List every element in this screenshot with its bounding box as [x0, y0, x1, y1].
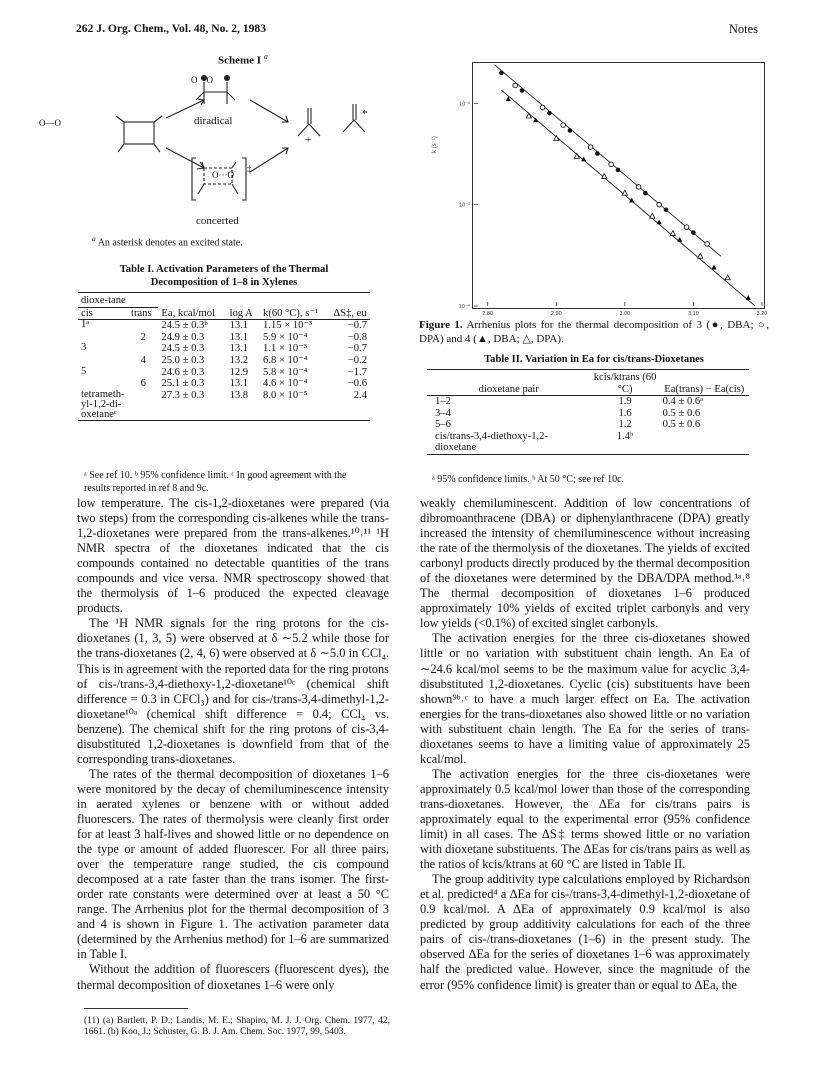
table1-cell-ea: 25.0 ± 0.3	[161, 354, 205, 366]
table1-title	[78, 264, 370, 289]
x-tick-label: 2.90	[550, 311, 562, 317]
left-column-text	[77, 496, 389, 993]
table1-cell-loga: 13.1	[229, 378, 249, 390]
scheme-footnote-mark: a	[92, 234, 96, 243]
table1-row	[78, 332, 370, 344]
table2-cell-pair: cis/trans-3,4-diethoxy-1,2-dioxetane	[435, 430, 548, 454]
table1-cell-k: 8.0 × 10⁻⁵	[263, 389, 308, 401]
table1-head-row1	[78, 293, 370, 308]
table1-cell-trans	[128, 367, 158, 379]
table2-cell-ratio: 1.4ᵇ	[616, 430, 634, 442]
data-point-3-dpa	[588, 145, 593, 150]
table1-head-cis: cis	[78, 307, 128, 320]
reference-11: (11) (a) Bartlett, P. D.; Landis, M. E.; Shapiro, M. J. J. Org. Chem. 1977, 42, 1661. (b) Koo, J.; Schuster, G. B. J. Am. Chem. Soc. 1977, 99, 5403.	[84, 1016, 390, 1038]
table2-cell-pair: 5–6	[435, 419, 451, 431]
left-paragraph-4: Without the addition of fluorescers (fluorescent dyes), the thermal decomposition of dioxetanes 1–6 were only	[77, 962, 389, 992]
table1-head-trans: trans	[128, 307, 158, 320]
scheme-footnote	[92, 234, 243, 248]
table2-cell-diff: 0.5 ± 0.6	[662, 419, 701, 431]
table1-row	[78, 320, 370, 332]
table1-cell-k: 6.8 × 10⁻⁴	[263, 354, 308, 366]
data-point-3-dba	[499, 71, 504, 76]
data-point-4-dba	[711, 265, 716, 270]
running-header: 262 J. Org. Chem., Vol. 48, No. 2, 1983	[76, 22, 267, 35]
table1-cell-ds: −1.7	[347, 366, 367, 378]
table1-cell-ds: −0.7	[347, 320, 367, 332]
table1-cell-k: 4.6 × 10⁻⁴	[263, 378, 308, 390]
table1-cell-loga: 13.1	[229, 343, 249, 355]
right-paragraph-1: weakly chemiluminescent. Addition of low concentrations of dibromoanthracene (DBA) or diphenylanthracene (DPA) greatly increased the intensity of chemiluminescence without increasing the rate of the thermolysis of the dioxetanes. The yields of excited carbonyl products directly produced by the thermal decomposition of the dioxetanes were determined by the DBA/DPA method.¹ᵃ˒⁸ The thermal decomposition of dioxetanes 1–6 produced approximately 10% yields of excited triplet carbonyls and very low yields (<0.1%) of excited singlet carbonyls.	[420, 496, 750, 631]
concerted-label: concerted	[196, 215, 239, 227]
data-point-3-dpa	[657, 202, 662, 207]
excited-star: *	[362, 108, 368, 120]
double-dagger: ‡	[247, 164, 252, 174]
data-point-3-dba	[664, 207, 669, 212]
data-point-3-dba	[547, 111, 552, 116]
table1-grid	[78, 292, 370, 421]
table1-cell-trans	[128, 320, 158, 332]
table2-footnote: ᵃ 95% confidence limits. ᵇ At 50 °C; see ref 10c.	[432, 474, 625, 485]
table1-row	[78, 355, 370, 367]
table1-cell-trans: 6	[140, 378, 146, 390]
x-tick-label: 3.20	[756, 311, 768, 317]
table2-row	[427, 431, 749, 455]
x-tick-label: 3.00	[619, 311, 631, 317]
table1-title-line2: Decomposition of 1–8 in Xylenes	[150, 276, 298, 288]
table1-cell-k: 1.15 × 10⁻³	[263, 320, 313, 332]
data-point-3-dba	[616, 168, 621, 173]
table1-head-row2	[78, 307, 370, 320]
right-paragraph-3: The activation energies for the three cis-dioxetanes were approximately 0.5 kcal/mol lower than those of the corresponding trans-dioxetanes. However, the ΔEa for cis/trans pairs is approximately equal to the experimental error (95% confidence limit) in all cases. The ΔS‡ terms showed little or no variation with dioxetane substituents. The ΔEas for cis/trans pairs as well as the ratios of kcis/ktrans at 60 °C are listed in Table II.	[420, 766, 750, 872]
table1-cell-cis	[78, 355, 128, 367]
data-point-3-dpa	[609, 162, 614, 167]
table2-row	[427, 419, 749, 431]
o-o-label-concerted: O···O	[212, 170, 234, 180]
y-tick-label: 10⁻³	[459, 202, 470, 209]
scheme-footnote-text: An asterisk denotes an excited state.	[97, 237, 243, 249]
table1-cell-cis: 1ᵃ	[81, 319, 90, 331]
table1-cell-ea: 27.3 ± 0.3	[161, 389, 205, 401]
table1-row	[78, 390, 370, 421]
scheme-title-footnote-mark: a	[263, 52, 268, 61]
table2-head-diff: Ea(trans) − Ea(cis)	[664, 383, 745, 395]
data-point-3-dpa	[561, 123, 566, 128]
table2	[427, 369, 749, 455]
data-point-3-dba	[568, 128, 573, 133]
plus-sign: +	[305, 134, 312, 146]
table1-cell-trans	[128, 390, 158, 421]
data-point-4-dba	[746, 295, 751, 300]
table1-cell-ea: 24.6 ± 0.3	[161, 366, 205, 378]
figure1-caption	[419, 319, 769, 346]
data-point-4-dba	[677, 237, 682, 242]
table2-cell-diff: 0.4 ± 0.6ᵃ	[662, 396, 704, 408]
table2-head	[427, 370, 749, 396]
table1-cell-k: 1.1 × 10⁻³	[263, 343, 307, 355]
table1-head-ds: ΔS‡, eu	[333, 307, 367, 319]
left-paragraph-2: The ¹H NMR signals for the ring protons for the cis-dioxetanes (1, 3, 5) were observed at δ ∼5.2 while those for the trans-dioxetanes (2, 4, 6) were observed at δ ∼5.0 in CCl₄. This is in agreement with the reported data for the ring protons of cis-/trans-3,4-diethoxy-1,2-dioxetane¹⁰ᶜ (chemical shift difference = 0.3 in CFCl₃) and for cis-/trans-3,4-dimethyl-1,2-dioxetane¹⁰ᵃ (chemical shift difference = 0.4; CCl₄ vs. benzene). The chemical shift for the ring protons of cis-3,4-disubstituted 1,2-dioxetanes is downfield from that of the corresponding trans-dioxetanes.	[77, 616, 389, 766]
table1-body	[78, 320, 370, 421]
data-point-4-dba	[657, 219, 662, 224]
x-tick-label: 3.10	[688, 311, 699, 317]
table1-head-dioxetane: dioxe-tane	[81, 295, 126, 306]
data-point-3-dpa	[705, 242, 710, 247]
data-point-4-dpa	[650, 213, 655, 218]
data-point-3-dpa	[684, 225, 689, 230]
table1-cell-ea: 24.5 ± 0.3ᵇ	[161, 320, 208, 332]
table1-cell-loga: 13.8	[229, 389, 249, 401]
table1-row	[78, 343, 370, 355]
y-tick-label: 10⁻²	[459, 101, 470, 108]
table1-footnote: ᵃ See ref 10. ᵇ 95% confidence limit. ᶜ In good agreement with the results reported in ref 8 and 9c.	[84, 470, 347, 494]
y-tick-label: 10⁻⁴	[458, 304, 470, 310]
table1-cell-cis: 3	[81, 342, 87, 354]
data-point-3-dba	[520, 88, 525, 93]
table1-cell-trans: 4	[140, 354, 146, 366]
left-paragraph-1: low temperature. The cis-1,2-dioxetanes were prepared (via two steps) from the corresponding cis-alkenes while the trans-1,2-dioxetanes were prepared from the trans-alkenes.¹⁰˒¹¹ ¹H NMR spectra of the dioxetanes indicated that the cis compounds contained no detectable quantities of the trans compounds and vice versa. NMR spectroscopy showed that the thermolysis of 1–6 produced the expected cleavage products.	[77, 496, 389, 616]
table1-title-line1: Table I. Activation Parameters of the Thermal	[119, 264, 329, 275]
data-point-4-dpa	[670, 231, 675, 236]
arrow-concerted-to-products	[250, 148, 288, 172]
table1-cell-ea: 24.9 ± 0.3	[161, 331, 205, 343]
table1-cell-trans: 2	[140, 331, 146, 343]
table1-cell-ea: 24.5 ± 0.3	[161, 343, 205, 355]
scheme-title-text: Scheme I	[218, 54, 262, 67]
table1-cell-loga: 13.1	[229, 331, 249, 343]
data-point-3-dba	[691, 230, 696, 235]
data-point-3-dpa	[540, 105, 545, 110]
diradical-label: diradical	[194, 115, 233, 127]
table1-cell-ds: −0.6	[347, 378, 367, 390]
left-paragraph-3: The rates of the thermal decomposition of dioxetanes 1–6 were monitored by the decay of chemiluminescence intensity in aerated xylenes or benzene with or without added fluorescers. The rates of thermolysis were cleanly first order for at least 3 half-lives and showed little or no dependence on the type or amount of added fluorescer. For all three pairs, over the temperature range studied, the cis compound decomposed at a rate faster than the trans isomer. The first-order rate constants were determined over at least a 50 °C range. The Arrhenius plot for the thermal decomposition of 3 and 4 is shown in Figure 1. The activation parameter data (determined by the Arrhenius method) for 1–6 are summarized in Table I.	[77, 766, 389, 962]
table1-cell-k: 5.9 × 10⁻⁴	[263, 331, 308, 343]
table1-cell-cis: 5	[81, 365, 87, 377]
scheme-diagram	[100, 64, 390, 226]
table2-cell-diff: 0.5 ± 0.6	[662, 407, 701, 419]
table2-head-ratio: kcis/ktrans (60 °C)	[593, 372, 657, 395]
table2-row	[427, 408, 749, 420]
table2-title: Table II. Variation in Ea for cis/trans-Dioxetanes	[484, 354, 704, 365]
data-point-3-dba	[643, 191, 648, 196]
arrow-diradical-to-products	[250, 100, 288, 122]
reference-divider	[84, 1008, 188, 1009]
table2-body	[427, 396, 749, 455]
data-point-4-dpa	[698, 253, 703, 258]
table1-cell-k: 5.8 × 10⁻⁴	[263, 366, 308, 378]
figure1-chart	[420, 50, 780, 318]
table1-row	[78, 378, 370, 390]
table1-cell-cis: tetrameth-yl-1,2-di-oxetaneᶜ	[81, 388, 125, 421]
table1-row	[78, 367, 370, 379]
table1-head-spacer	[158, 293, 226, 308]
table1-head-loga: log A	[229, 307, 253, 319]
table2-head-pair: dioxetane pair	[478, 383, 539, 395]
data-point-4-dba	[629, 198, 634, 203]
data-point-4-dpa	[725, 275, 730, 280]
x-tick-label: 2.80	[482, 311, 494, 317]
o-label-diradical: O O	[191, 75, 213, 85]
table1-cell-loga: 13.2	[229, 354, 249, 366]
table2-grid	[427, 369, 749, 455]
table2-cell-ratio: 1.6	[618, 407, 632, 419]
right-paragraph-4: The group additivity type calculations employed by Richardson et al. predicted⁴ a ΔEa for cis-/trans-3,4-dimethyl-1,2-dioxetane of 0.9 kcal/mol. A ΔEa of approximately 0.9 kcal/mol is also predicted by group additivity calculations for each of the three pairs of cis-/trans-dioxetanes (1–6) in the present study. The observed ΔEa for the series of dioxetanes 1–6 was approximately half the predicted value. However, since the magnitude of the error (95% confidence limit) is greater than or equal to ΔEa, the	[420, 872, 750, 992]
table2-cell-pair: 1–2	[435, 396, 451, 408]
table1-cell-cis	[78, 378, 128, 390]
table1-cell-ds: −0.2	[347, 354, 367, 366]
figure1-caption-text: Arrhenius plots for the thermal decomposition of 3 (●, DBA; ○, DPA) and 4 (▲, DBA; △, DPA).	[419, 319, 769, 345]
table1-cell-ds: −0.8	[347, 331, 367, 343]
table1-head-ea: Ea, kcal/mol	[161, 307, 215, 319]
table1-cell-loga: 13.1	[229, 320, 249, 332]
table1	[78, 292, 370, 421]
left-dioxetane-structure	[116, 116, 162, 152]
o-o-label-left: O—O	[39, 118, 61, 128]
section-label: Notes	[728, 22, 758, 36]
table2-cell-diff	[660, 431, 749, 455]
data-point-3-dpa	[513, 83, 518, 88]
figure1-caption-label: Figure 1.	[419, 319, 463, 331]
table1-cell-ea: 25.1 ± 0.3	[161, 378, 205, 390]
right-paragraph-2: The activation energies for the three cis-dioxetanes showed little or no variation with substituent chain length. An Ea of ∼24.6 kcal/mol seems to be the maximum value for acyclic 3,4-disubstituted 1,2-dioxetanes. Cyclic (cis) substituents have been shown⁹ᵇ˒ᶜ to have a much larger effect on Ea. The activation energies for the trans-dioxetanes also showed little or no variation with substituent chain length. The Ea for the series of trans-dioxetanes seems to have a limiting value of approximately 25 kcal/mol.	[420, 631, 750, 766]
table2-cell-ratio: 1.2	[618, 419, 632, 431]
table1-cell-trans	[128, 343, 158, 355]
data-point-3-dba	[595, 151, 600, 156]
table2-cell-ratio: 1.9	[618, 396, 632, 408]
table2-row	[427, 396, 749, 408]
table1-cell-ds: 2.4	[353, 389, 367, 401]
carbonyl-product-1	[298, 108, 320, 136]
table1-cell-loga: 12.9	[229, 366, 249, 378]
table2-cell-pair: 3–4	[435, 407, 451, 419]
right-column-text	[420, 496, 750, 993]
data-point-3-dpa	[636, 185, 641, 190]
arrow-to-concerted	[166, 148, 204, 168]
data-point-4-dpa	[622, 190, 627, 195]
y-axis-label: k (s⁻¹)	[432, 136, 438, 153]
fit-line	[501, 90, 755, 306]
table1-head-k: k(60 °C), s⁻¹	[263, 307, 319, 319]
table1-cell-ds: −0.7	[347, 343, 367, 355]
